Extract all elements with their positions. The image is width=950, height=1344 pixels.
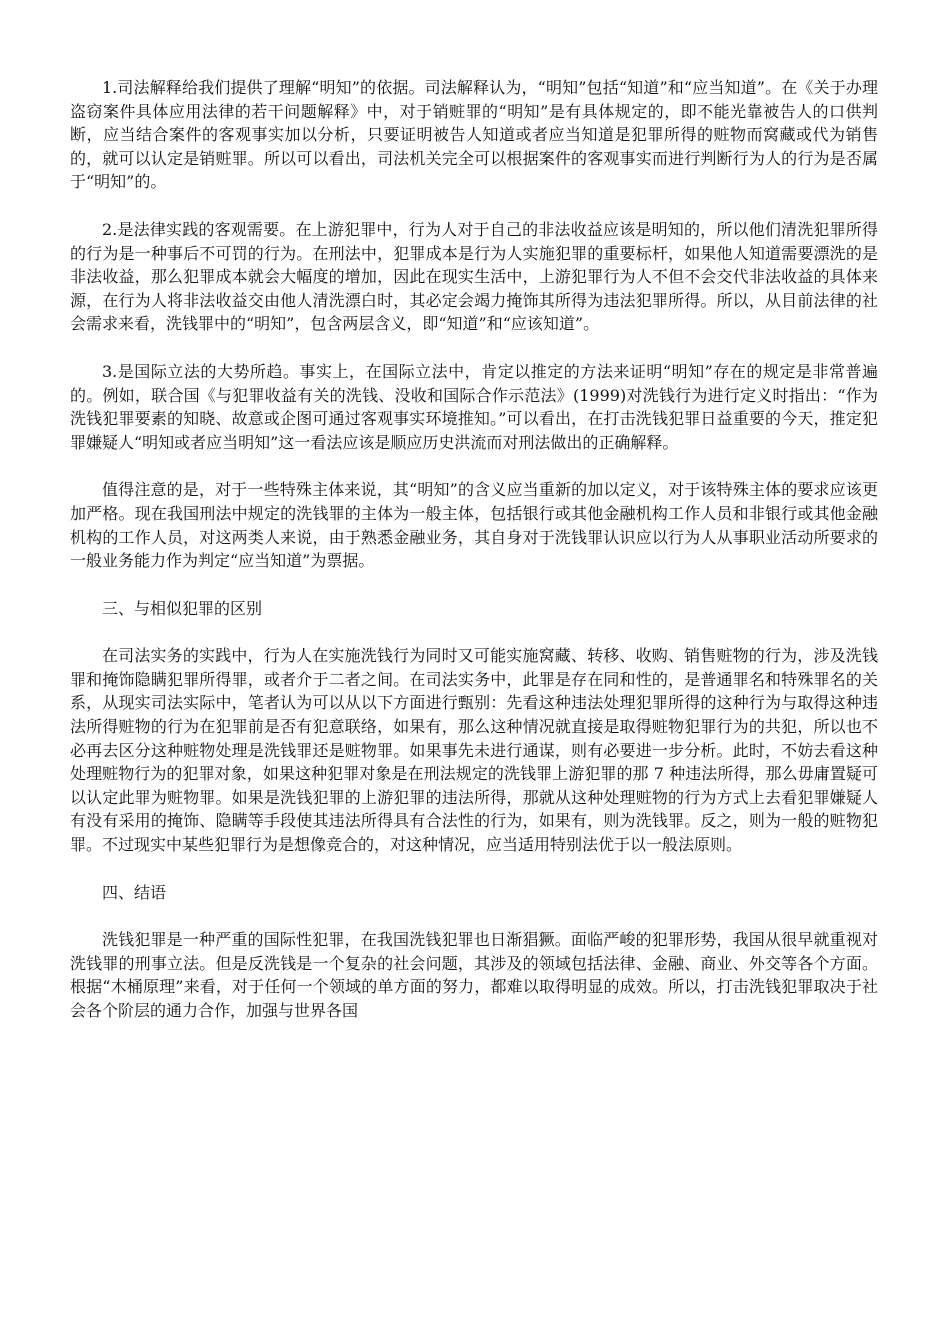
section-heading-conclusion: 四、结语 (102, 882, 167, 902)
paragraph-legal-practice: 2.是法律实践的客观需要。在上游犯罪中，行为人对于自己的非法收益应该是明知的，所以他们清洗犯罪所得的行为是一种事后不可罚的行为。在刑法中，犯罪成本是行为人实施犯罪的重要标杆，如果他人知道需要漂洗的是非法收益，那么犯罪成本就会大幅度的增加，因此在现实生活中，上游犯罪行为人不但不会交代非法收益的具体来源，在行为人将非法收益交由他人清洗漂白时，其必定会竭力掩饰其所得为违法犯罪所得。所以，从目前法律的社会需求来看，洗钱罪中的“明知”，包含两层含义，即“知道”和“应该知道”。 (70, 219, 878, 334)
paragraph-judicial-interpretation: 1.司法解释给我们提供了理解“明知”的依据。司法解释认为，“明知”包括“知道”和“应当知道”。在《关于办理盗窃案件具体应用法律的若干问题解释》中，对于销赃罪的“明知”是有具体规定的，即不能光靠被告人的口供判断，应当结合案件的客观事实加以分析，只要证明被告人知道或者应当知道是犯罪所得的赃物而窝藏或代为销售的，就可以认定是销赃罪。所以可以看出，司法机关完全可以根据案件的客观事实而进行判断行为人的行为是否属于“明知”的。 (70, 78, 878, 192)
paragraph-distinction: 在司法实务的实践中，行为人在实施洗钱行为同时又可能实施窝藏、转移、收购、销售赃物的行为，涉及洗钱罪和掩饰隐瞒犯罪所得罪，或者介于二者之间。在司法实务中，此罪是存在同和性的，是普通罪名和特殊罪名的关系，从现实司法实际中，笔者认为可以从以下方面进行甄别：先看这种违法处理犯罪所得的这种行为与取得这种违法所得赃物的行为在犯罪前是否有犯意联络，如果有，那么这种情况就直接是取得赃物犯罪行为的共犯，所以也不必再去区分这种赃物处理是洗钱罪还是赃物罪。如果事先未进行通谋，则有必要进一步分析。此时，不妨去看这种处理赃物行为的犯罪对象，如果这种犯罪对象是在刑法规定的洗钱罪上游犯罪的那 7 种违法所得，那么毋庸置疑可以认定此罪为赃物罪。如果是洗钱犯罪的上游犯罪的违法所得，那就从这种处理赃物的行为方式上去看犯罪嫌疑人有没有采用的掩饰、隐瞒等手段使其违法所得具有合法性的行为，如果有，则为洗钱罪。反之，则为一般的赃物犯罪。不过现实中某些犯罪行为是想像竞合的，对这种情况，应当适用特别法优于以一般法原则。 (70, 646, 878, 855)
paragraph-conclusion: 洗钱犯罪是一种严重的国际性犯罪，在我国洗钱犯罪也日渐猖獗。面临严峻的犯罪形势，我国从很早就重视对洗钱罪的刑事立法。但是反洗钱是一个复杂的社会问题，其涉及的领域包括法律、金融、商业、外交等各个方面。根据“木桶原理”来看，对于任何一个领域的单方面的努力，都难以取得明显的成效。所以，打击洗钱犯罪取决于社会各个阶层的通力合作，加强与世界各国 (70, 930, 878, 1020)
document-page (70, 76, 878, 1047)
paragraph-international-legislation: 3.是国际立法的大势所趋。事实上，在国际立法中，肯定以推定的方法来证明“明知”存在的规定是非常普遍的。例如，联合国《与犯罪收益有关的洗钱、没收和国际合作示范法》(1999)对洗钱行为进行定义时指出：“作为洗钱犯罪要素的知晓、故意或企图可通过客观事实环境推知。”可以看出，在打击洗钱犯罪日益重要的今天，推定犯罪嫌疑人“明知或者应当明知”这一看法应该是顺应历史洪流而对刑法做出的正确解释。 (70, 361, 878, 452)
section-heading-distinction: 三、与相似犯罪的区别 (102, 598, 263, 618)
paragraph-special-subject: 值得注意的是，对于一些特殊主体来说，其“明知”的含义应当重新的加以定义，对于该特殊主体的要求应该更加严格。现在我国刑法中规定的洗钱罪的主体为一般主体，包括银行或其他金融机构工作人员和非银行或其他金融机构的工作人员，对这两类人来说，由于熟悉金融业务，其自身对于洗钱罪认识应以行为人从事职业活动所要求的一般业务能力作为判定“应当知道”为票据。 (70, 480, 878, 571)
